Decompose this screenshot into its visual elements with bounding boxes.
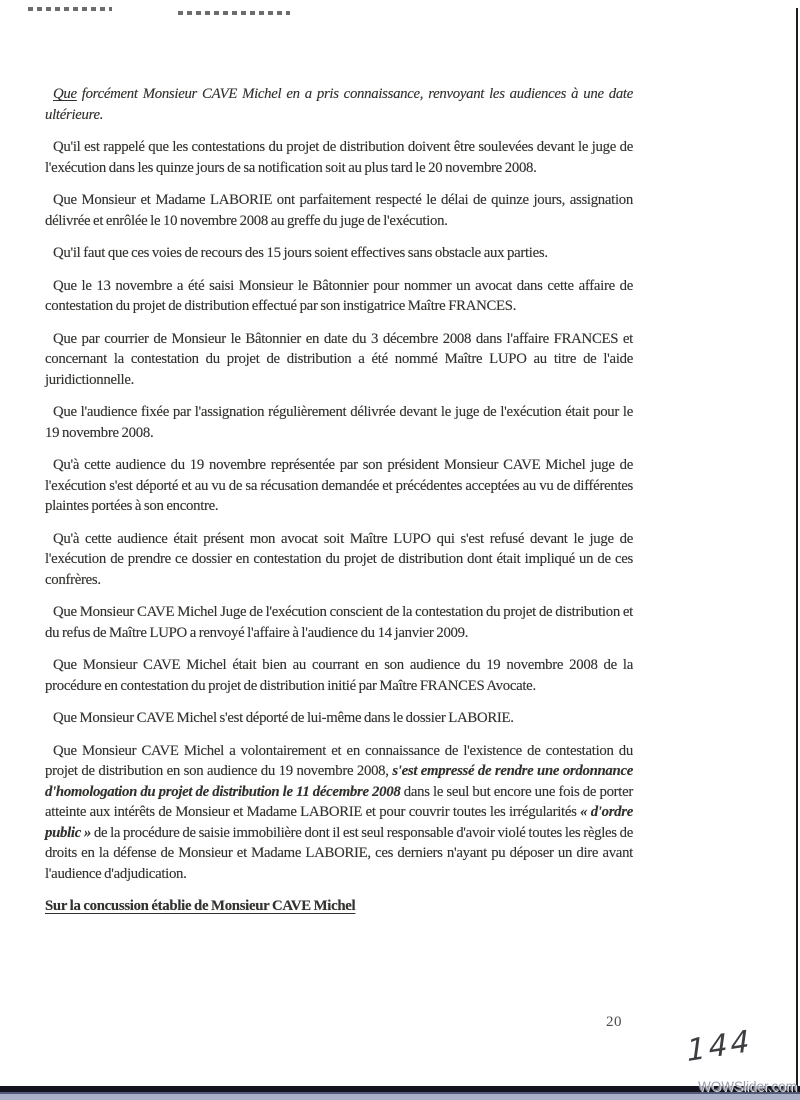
paragraph-4-text: Qu'il faut que ces voies de recours des 15 jours soient effectives sans obstacle aux parties.: [53, 245, 548, 261]
scan-edge-line: [796, 8, 798, 1088]
wowslider-watermark-link[interactable]: WOWSlider.com: [697, 1079, 797, 1094]
paragraph-12-text: Que Monsieur CAVE Michel s'est déporté de lui-même dans le dossier LABORIE.: [53, 710, 514, 726]
document-text-block: [45, 84, 633, 929]
paragraph-9: [45, 529, 633, 591]
paragraph-13: [45, 741, 633, 885]
handwritten-folio-number: 144: [686, 1023, 754, 1070]
slider-frame-bar-light: [0, 1094, 800, 1100]
paragraph-12: [45, 708, 633, 729]
paragraph-9-text: Qu'à cette audience était présent mon avocat soit Maître LUPO qui s'est refusé devant le juge de l'exécution de prendre ce dossier en contestation du projet de distribution dont était impliqué un de ces confrères.: [45, 530, 633, 588]
paragraph-1-rest: forcément Monsieur CAVE Michel en a pris connaissance, renvoyant les audiences à une date ultérieure.: [45, 86, 633, 123]
paragraph-11: [45, 655, 633, 696]
section-heading: Sur la concussion établie de Monsieur CAVE Michel: [45, 898, 356, 914]
paragraph-5-text: Que le 13 novembre a été saisi Monsieur le Bâtonnier pour nommer un avocat dans cette affaire de contestation du projet de distribution effectué par son instigatrice Maître FRANCES.: [45, 277, 633, 314]
paragraph-3: [45, 190, 633, 231]
paragraph-1: [45, 84, 633, 125]
paragraph-11-text: Que Monsieur CAVE Michel était bien au courrant en son audience du 19 novembre 2008 de la procédure en contestation du projet de distribution initié par Maître FRANCES Avocate.: [45, 657, 633, 694]
paragraph-10-text: Que Monsieur CAVE Michel Juge de l'exécution conscient de la contestation du projet de distribution et du refus de Maître LUPO a renvoyé l'affaire à l'audience du 14 janvier 2009.: [45, 604, 633, 641]
paragraph-7-text: Que l'audience fixée par l'assignation régulièrement délivrée devant le juge de l'exécution était pour le 19 novembre 2008.: [45, 404, 633, 441]
paragraph-2-text: Qu'il est rappelé que les contestations du projet de distribution doivent être soulevées devant le juge de l'exécution dans les quinze jours de sa notification soit au plus tard le 20 novembre 2008.: [45, 139, 633, 176]
paragraph-13-seg-4-emphasis: « d'ordre public »: [45, 804, 633, 841]
paragraph-8-text: Qu'à cette audience du 19 novembre représentée par son président Monsieur CAVE Michel juge de l'exécution s'est déporté et au vu de sa récusation demandée et précédentes acceptées au vu de différentes plaintes portées à son encontre.: [45, 457, 633, 514]
paragraph-13-seg-2-emphasis: s'est empressé de rendre une ordonnance d'homologation du projet de distribution le 11 décembre 2008: [45, 763, 633, 800]
paragraph-10: [45, 602, 633, 643]
paragraph-2: [45, 137, 633, 178]
paragraph-13-seg-1: Que Monsieur CAVE Michel a volontairement et en connaissance de l'existence de contestation du projet de distribution en son audience du 19 novembre 2008,: [45, 742, 633, 779]
cutoff-text-fragment-middle: [178, 11, 290, 15]
cutoff-text-fragment-left: [28, 7, 112, 11]
paragraph-4: [45, 243, 633, 264]
paragraph-6-text: Que par courrier de Monsieur le Bâtonnier en date du 3 décembre 2008 dans l'affaire FRANCES et concernant la contestation du projet de distribution a été nommé Maître LUPO au titre de l'aide juridictionnelle.: [45, 330, 633, 388]
page-number: 20: [606, 1014, 622, 1030]
paragraph-6: [45, 329, 633, 391]
paragraph-5: [45, 276, 633, 317]
paragraph-1-first-word: Que: [53, 86, 77, 102]
paragraph-3-text: Que Monsieur et Madame LABORIE ont parfaitement respecté le délai de quinze jours, assignation délivrée et enrôlée le 10 novembre 2008 au greffe du juge de l'exécution.: [45, 192, 633, 229]
paragraph-13-seg-3: dans le seul but encore une fois de porter atteinte aux intérêts de Monsieur et Madame LABORIE et pour couvrir toutes les irrégularités: [45, 783, 633, 820]
paragraph-13-seg-5: de la procédure de saisie immobilière dont il est seul responsable d'avoir violé toutes les règles de droits en la défense de Monsieur et Madame LABORIE, ces derniers n'ayant pu déposer un dire avant l'audience d'adjudication.: [45, 824, 633, 882]
paragraph-7: [45, 402, 633, 443]
paragraph-8: [45, 455, 633, 517]
